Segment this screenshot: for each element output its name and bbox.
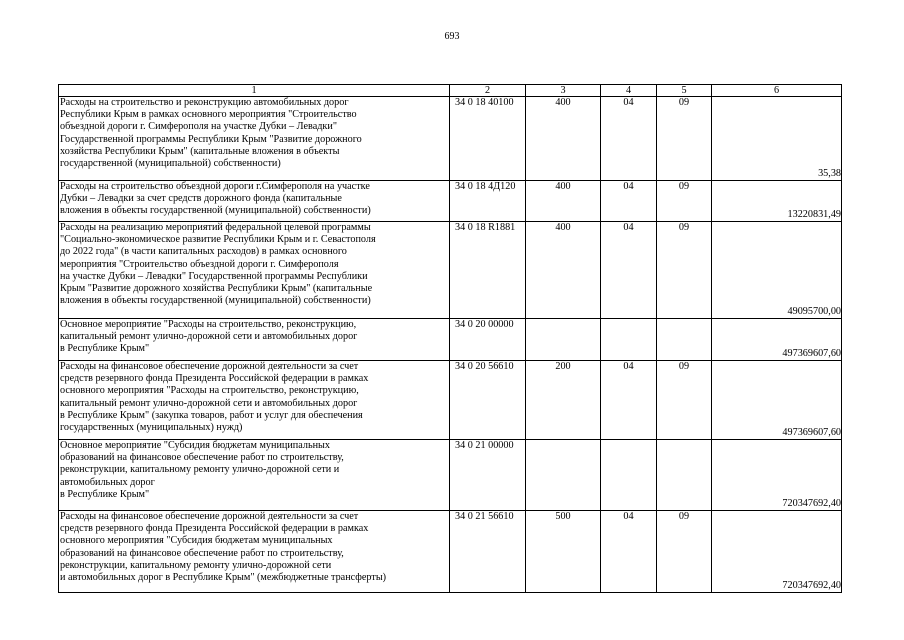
row-sum: 13220831,49 [712,181,842,222]
row-rz [601,319,657,361]
table-row [59,511,842,593]
row-pr: 09 [657,511,712,593]
table-row [59,319,842,361]
table-row [59,181,842,222]
table-row [59,361,842,440]
row-sum: 497369607,60 [712,319,842,361]
row-name: Расходы на строительство и реконструкцию автомобильных дорог Республики Крым в рамках основного мероприятия "Строительство объездной дороги г. Симферополя на участке Дубки – Левадки" Государственной программы Республики Крым "Развитие дорожного хозяйства Республики Крым" (капитальные вложения в объекты государственной (муниципальной) собственности) [59,97,450,181]
row-rz: 04 [601,511,657,593]
row-kvr [526,440,601,511]
table-row [59,97,842,181]
row-sum: 720347692,40 [712,511,842,593]
row-kvr: 500 [526,511,601,593]
row-pr: 09 [657,361,712,440]
row-kvr: 200 [526,361,601,440]
column-header-1: 1 [59,85,450,97]
column-header-4: 4 [601,85,657,97]
table-row [59,440,842,511]
row-pr [657,440,712,511]
column-header-2: 2 [450,85,526,97]
row-pr: 09 [657,222,712,319]
row-sum: 497369607,60 [712,361,842,440]
row-code: 34 0 18 40100 [450,97,526,181]
row-rz: 04 [601,361,657,440]
row-code: 34 0 20 00000 [450,319,526,361]
row-rz: 04 [601,181,657,222]
row-kvr [526,319,601,361]
table-row [59,222,842,319]
column-header-6: 6 [712,85,842,97]
row-name: Расходы на строительство объездной дороги г.Симферополя на участке Дубки – Левадки за счет средств дорожного фонда (капитальные вложения в объекты государственной (муниципальной) собственности) [59,181,450,222]
row-rz: 04 [601,97,657,181]
row-kvr: 400 [526,97,601,181]
budget-table [58,84,842,593]
row-sum: 49095700,00 [712,222,842,319]
row-sum: 35,38 [712,97,842,181]
row-name: Расходы на финансовое обеспечение дорожной деятельности за счет средств резервного фонда Президента Российской федерации в рамках основного мероприятия "Субсидия бюджетам муниципальных образований на финансовое обеспечение работ по строительству, реконструкции, капитальному ремонту улично-дорожной сети и автомобильных дорог в Республике Крым" (межбюджетные трансферты) [59,511,450,593]
row-name: Основное мероприятие "Расходы на строительство, реконструкцию, капитальный ремонт улично-дорожной сети и автомобильных дорог в Республике Крым" [59,319,450,361]
row-code: 34 0 18 R1881 [450,222,526,319]
column-header-3: 3 [526,85,601,97]
table-header-row [59,85,842,97]
row-pr [657,319,712,361]
row-kvr: 400 [526,181,601,222]
row-name: Расходы на финансовое обеспечение дорожной деятельности за счет средств резервного фонда Президента Российской федерации в рамках основного мероприятия "Расходы на строительство, реконструкцию, капитальный ремонт улично-дорожной сети и автомобильных дорог в Республике Крым" (закупка товаров, работ и услуг для обеспечения государственных (муниципальных) нужд) [59,361,450,440]
row-rz [601,440,657,511]
column-header-5: 5 [657,85,712,97]
row-name: Расходы на реализацию мероприятий федеральной целевой программы "Социально-экономическое развитие Республики Крым и г. Севастополя до 2022 года" (в части капитальных расходов) в рамках основного мероприятия "Строительство объездной дороги г. Симферополя на участке Дубки – Левадки" Государственной программы Республики Крым "Развитие дорожного хозяйства Республики Крым" (капитальные вложения в объекты государственной (муниципальной) собственности) [59,222,450,319]
row-code: 34 0 21 56610 [450,511,526,593]
row-kvr: 400 [526,222,601,319]
row-pr: 09 [657,97,712,181]
row-sum: 720347692,40 [712,440,842,511]
row-code: 34 0 21 00000 [450,440,526,511]
row-code: 34 0 18 4Д120 [450,181,526,222]
row-rz: 04 [601,222,657,319]
row-pr: 09 [657,181,712,222]
page-number: 693 [444,31,460,42]
row-code: 34 0 20 56610 [450,361,526,440]
row-name: Основное мероприятие "Субсидия бюджетам муниципальных образований на финансовое обеспечение работ по строительству, реконструкции, капитальному ремонту улично-дорожной сети и автомобильных дорог в Республике Крым" [59,440,450,511]
